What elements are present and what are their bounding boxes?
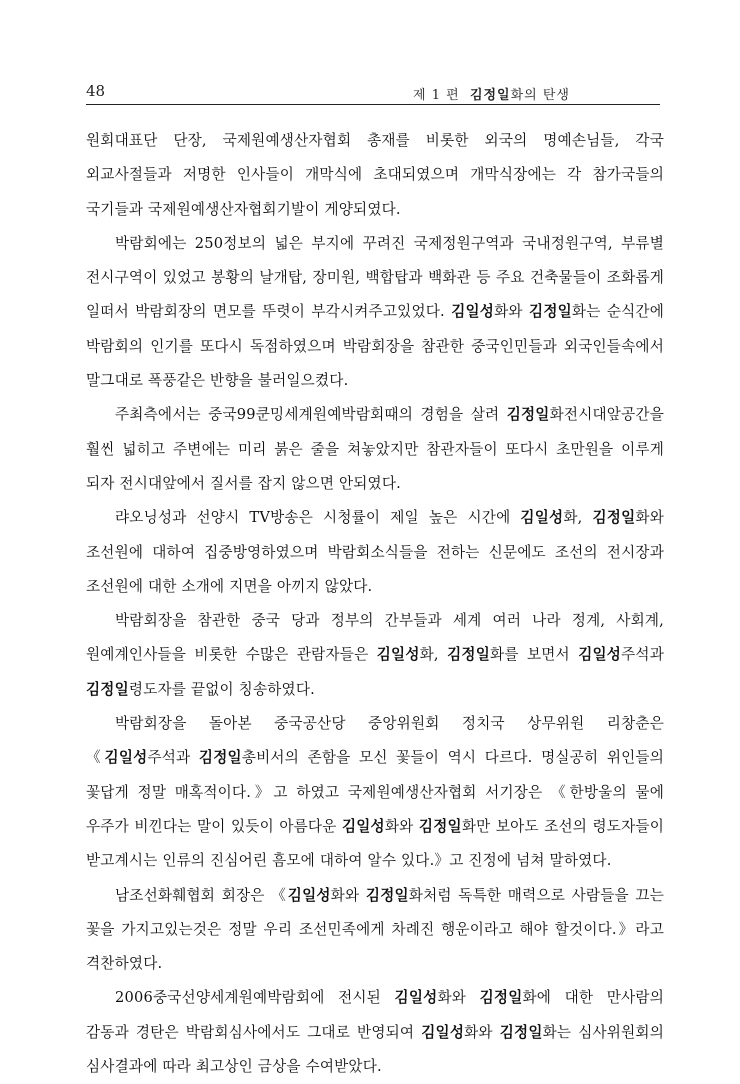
bold-name: 김일성	[421, 1023, 465, 1041]
paragraph	[86, 879, 664, 982]
title-bold: 김정일	[469, 88, 511, 103]
paragraph	[86, 398, 664, 501]
bold-name: 김정일	[365, 886, 409, 904]
text-run: 화처럼 독특한 매력으로 사람들을 끄는 꽃을 가지고있는것은 정말 우리 조선민족에게 차례진 행운이라고 해야 할것이다.》라고 격찬하였다.	[86, 886, 665, 973]
text-run: 남조선화훼협회 회장은 《	[115, 886, 288, 904]
text-run: 총비서의 존함을 모신 꽃들이 역시 다르다. 명실공히 위인들의 꽃답게 정말 매혹적이다.》고 하였고 국제원예생산자협회 서기장은 《한방울의 물에 우주가 비낀다는 말이 있듯이 아름다운	[86, 749, 665, 835]
bold-name: 김일성	[287, 886, 331, 904]
paragraph	[86, 227, 664, 398]
running-header	[86, 78, 660, 105]
bold-name: 김일성	[104, 749, 148, 767]
bold-name: 김정일	[447, 646, 491, 664]
text-run: 령도자를 끝없이 칭송하였다.	[128, 680, 315, 698]
text-run: 주석과	[621, 646, 664, 664]
text-run: 박람회장을 돌아본 중국공산당 중앙위원회 정치국 상무위원 리창춘은 《	[86, 715, 664, 767]
running-title	[413, 84, 570, 103]
text-run: 화에 대한 만사람의 감동과 경탄은 박람회심사에서도 그대로 반영되여	[86, 989, 664, 1041]
bold-name: 김일성	[578, 646, 622, 664]
title-rest: 화의 탄생	[510, 88, 570, 103]
bold-name: 김정일	[86, 680, 129, 698]
bold-name: 김정일	[499, 1023, 543, 1041]
text-run: 화,	[563, 509, 593, 527]
text-run: 화와 조선원에 대하여 집중방영하였으며 박람회소식들을 전하는 신문에도 조선의 전시장과 조선원에 대한 소개에 지면을 아끼지 않았다.	[86, 509, 664, 595]
text-run: 2006중국선양세계원예박람회에 전시된	[115, 989, 395, 1007]
page-number: 48	[86, 82, 106, 100]
bold-name: 김일성	[451, 303, 495, 321]
text-run: 원회대표단 단장, 국제원예생산자협회 총재를 비롯한 외국의 명예손님들, 각국 외교사절들과 저명한 인사들이 개막식에 초대되였으며 개막식장에는 각 참가국들의 국기들과 국제원예생산자협회기발이 게양되였다.	[86, 132, 664, 218]
text-run: 화만 보아도 조선의 령도자들이 받고계시는 인류의 진심어린 흠모에 대하여 알수 있다.》고 진정에 넘쳐 말하였다.	[86, 817, 664, 870]
text-run: 화와	[384, 817, 419, 835]
part-label: 제 1 편	[413, 88, 460, 103]
text-run: 화와	[437, 989, 480, 1007]
paragraph	[86, 707, 664, 878]
text-run: 화는 순식간에 박람회의 인기를 또다시 독점하였으며 박람회장을 참관한 중국인민들과 외국인들속에서 말그대로 폭풍같은 반향을 불러일으켰다.	[86, 303, 665, 390]
text-run: 화를 보면서	[490, 646, 579, 664]
bold-name: 김정일	[198, 749, 242, 767]
paragraph	[86, 124, 664, 227]
body-text	[86, 124, 664, 1084]
text-run: 화,	[419, 646, 448, 664]
bold-name: 김일성	[520, 509, 564, 527]
bold-name: 김일성	[376, 646, 420, 664]
bold-name: 김정일	[529, 303, 572, 321]
bold-name: 김일성	[341, 817, 385, 835]
text-run: 화전시대앞공간을 훨씬 넓히고 주변에는 미리 붉은 줄을 쳐놓았지만 참관자들이 또다시 초만원을 이루게 되자 전시대앞에서 질서를 잡지 않으면 안되였다.	[86, 406, 664, 492]
text-run: 주최측에서는 중국99쿤밍세계원예박람회때의 경험을 살려	[115, 406, 507, 424]
paragraph	[86, 981, 664, 1084]
bold-name: 김정일	[592, 509, 636, 527]
text-run: 화와	[494, 303, 530, 321]
text-run: 박람회장을 참관한 중국 당과 정부의 간부들과 세계 여러 나라 정계, 사회계, 원예계인사들을 비롯한 수많은 관람자들은	[86, 612, 664, 664]
text-run: 박람회에는 250정보의 넓은 부지에 꾸려진 국제정원구역과 국내정원구역, 부류별 전시구역이 있었고 봉황의 날개탑, 장미원, 백합탑과 백화관 등 주요 건축물들이 조화롭게 일떠서 박람회장의 면모를 뚜렷이 부각시켜주고있었다.	[86, 234, 664, 321]
bold-name: 김정일	[418, 817, 462, 835]
bold-name: 김정일	[506, 406, 550, 424]
text-run: 화는 심사위원회의 심사결과에 따라 최고상인 금상을 수여받았다.	[86, 1023, 664, 1076]
text-run: 랴오닝성과 선양시 TV방송은 시청률이 제일 높은 시간에	[115, 509, 521, 527]
bold-name: 김일성	[394, 989, 438, 1007]
text-run: 화와	[464, 1023, 500, 1041]
bold-name: 김정일	[479, 989, 523, 1007]
text-run: 주석과	[147, 749, 199, 767]
text-run: 화와	[330, 886, 366, 904]
paragraph	[86, 604, 664, 707]
paragraph	[86, 501, 664, 604]
